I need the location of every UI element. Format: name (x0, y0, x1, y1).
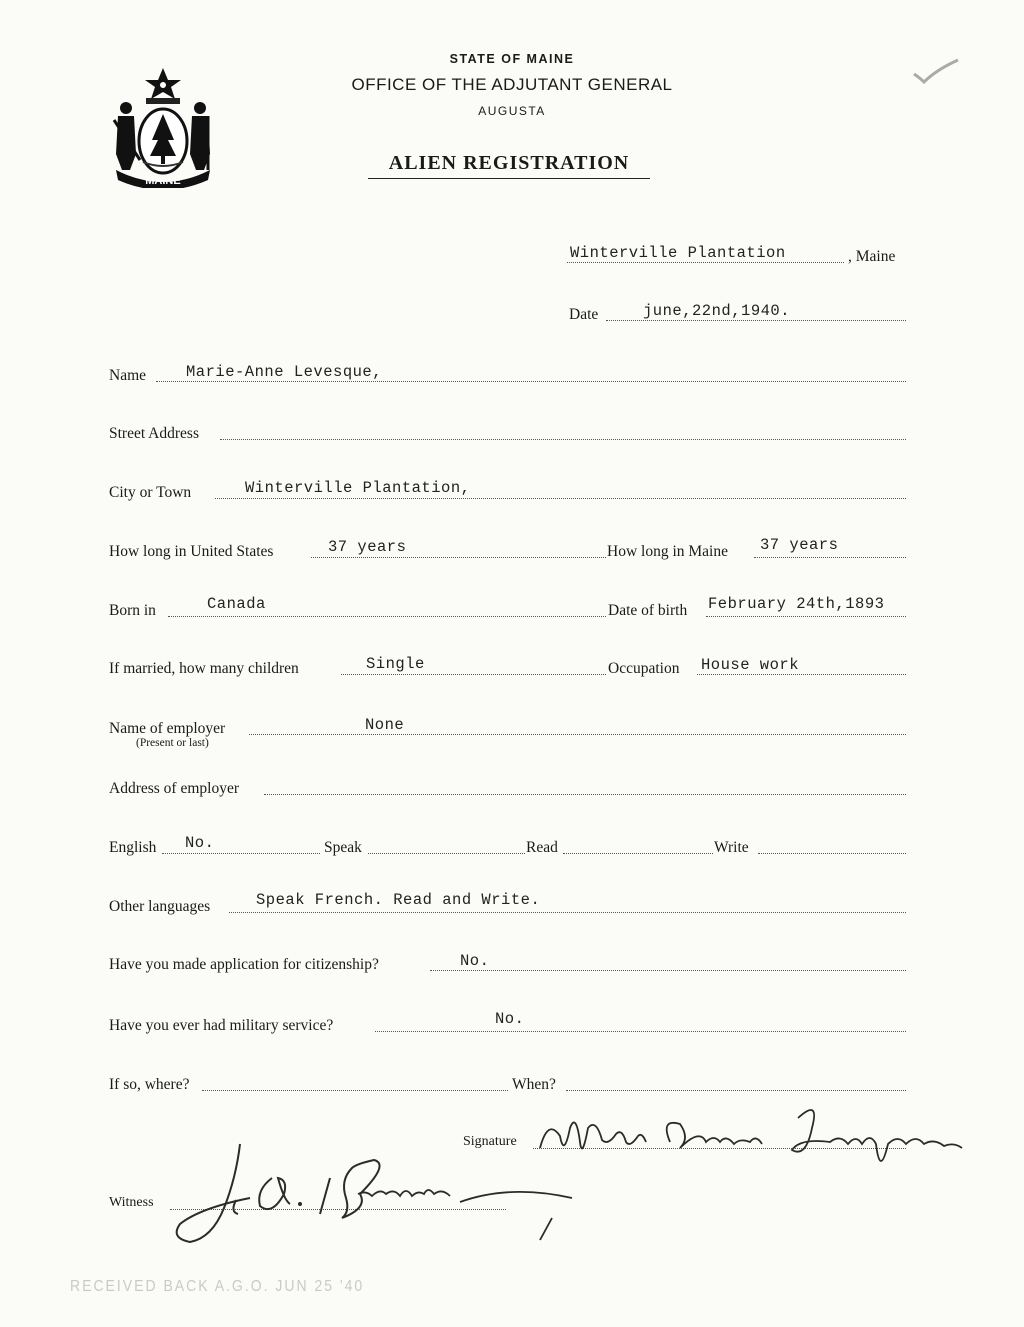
children-value: Single (366, 655, 425, 673)
when-label: When? (512, 1076, 556, 1093)
name-value: Marie-Anne Levesque, (186, 363, 383, 381)
us-value: 37 years (328, 538, 407, 556)
street-line (220, 439, 906, 440)
where-label: If so, where? (109, 1076, 190, 1093)
citizenship-value: No. (460, 952, 490, 970)
other-lang-line (229, 912, 906, 913)
children-label: If married, how many children (109, 660, 299, 677)
header-state: STATE OF MAINE (449, 52, 575, 66)
read-line (563, 853, 713, 854)
emp-address-line (264, 794, 906, 795)
military-label: Have you ever had military service? (109, 1017, 334, 1034)
english-line (162, 853, 320, 854)
employer-label: Name of employer (109, 720, 226, 737)
employer-line (249, 734, 906, 735)
received-stamp: RECEIVED BACK A.G.O. JUN 25 '40 (70, 1275, 365, 1295)
location-value: Winterville Plantation (570, 244, 786, 262)
name-label: Name (109, 367, 147, 384)
signature-handwriting (530, 1098, 980, 1188)
read-label: Read (526, 839, 558, 856)
date-line (606, 320, 906, 321)
location-line (567, 262, 844, 263)
date-label: Date (569, 306, 599, 323)
emp-address-label: Address of employer (109, 780, 239, 797)
witness-signature-handwriting (160, 1138, 590, 1248)
children-line (341, 674, 606, 675)
born-label: Born in (109, 602, 156, 619)
occupation-label: Occupation (608, 660, 680, 677)
employer-value: None (365, 716, 405, 734)
us-line (311, 557, 606, 558)
us-label: How long in United States (109, 543, 274, 560)
write-label: Write (714, 839, 749, 856)
seal-text: MAINE (145, 175, 181, 187)
military-line (375, 1031, 906, 1032)
maine-label: How long in Maine (607, 543, 728, 560)
maine-line (754, 557, 906, 558)
witness-label: Witness (109, 1195, 154, 1210)
city-line (215, 498, 906, 499)
date-value: june,22nd,1940. (643, 302, 791, 320)
military-value: No. (495, 1010, 525, 1028)
other-lang-label: Other languages (109, 898, 211, 915)
header-office: OFFICE OF THE ADJUTANT GENERAL (351, 75, 673, 94)
signature-label: Signature (463, 1134, 517, 1149)
speak-label: Speak (324, 839, 362, 856)
when-line (566, 1090, 906, 1091)
english-label: English (109, 839, 157, 856)
write-line (758, 853, 906, 854)
city-label: City or Town (109, 484, 192, 501)
employer-sub: (Present or last) (136, 737, 209, 749)
header-city: AUGUSTA (478, 104, 546, 118)
where-line (202, 1090, 508, 1091)
born-value: Canada (207, 595, 266, 613)
citizenship-line (430, 970, 906, 971)
english-value: No. (185, 834, 215, 852)
born-line (168, 616, 606, 617)
occupation-line (697, 674, 906, 675)
form-title: ALIEN REGISTRATION (368, 152, 650, 179)
street-label: Street Address (109, 425, 199, 442)
location-suffix: , Maine (848, 248, 896, 265)
speak-line (368, 853, 525, 854)
name-line (156, 381, 906, 382)
occupation-value: House work (701, 656, 800, 674)
citizenship-label: Have you made application for citizenship? (109, 956, 379, 973)
maine-value: 37 years (760, 536, 839, 554)
city-value: Winterville Plantation, (245, 479, 471, 497)
dob-value: February 24th,1893 (708, 595, 885, 613)
dob-line (706, 616, 906, 617)
other-lang-value: Speak French. Read and Write. (256, 891, 541, 909)
dob-label: Date of birth (608, 602, 688, 619)
